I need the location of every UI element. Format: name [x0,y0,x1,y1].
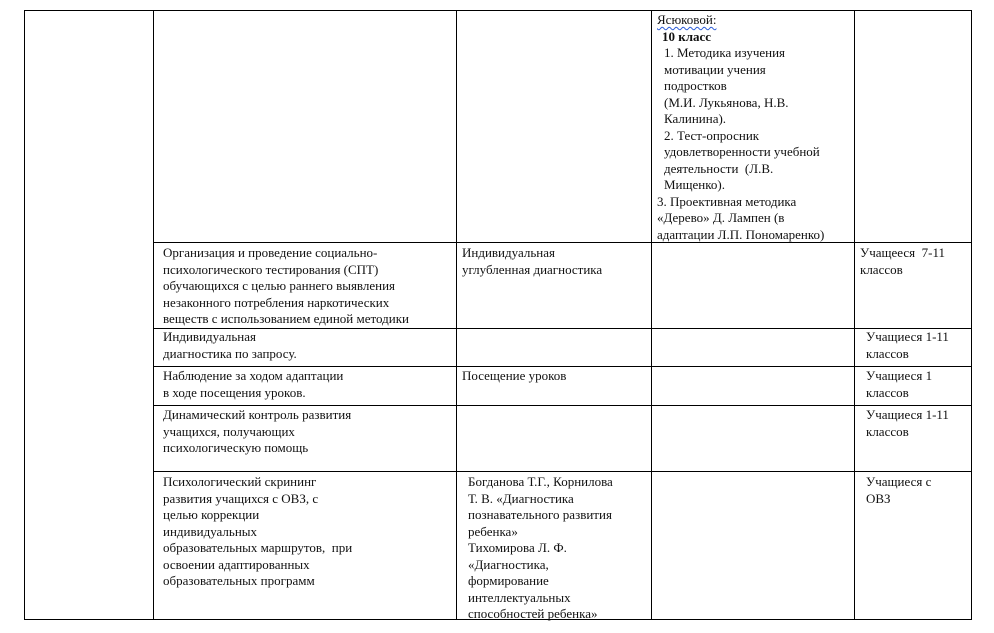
participants-cell [866,407,949,440]
cell-line: Учащиеся 1-11 [866,407,949,422]
participants-cell [866,474,931,507]
cell-line: 2. Тест-опросник [664,127,760,143]
cell-line: Учащиеся 1-11 [866,329,949,344]
cell-line: классов [866,345,909,361]
cell-line: освоении адаптированных [163,556,310,572]
participants-cell [866,368,932,401]
cell-line: 1. Методика изучения [664,45,786,60]
cell-line: классов [860,261,903,277]
cell-line: Посещение уроков [462,368,567,383]
activity-cell [163,368,343,401]
cell-line: Учащееся 7-11 [860,245,945,260]
cell-line: учащихся, получающих [163,423,295,439]
method-cell [462,245,602,278]
cell-line: ОВЗ [866,490,891,506]
activity-cell [163,245,409,328]
cell-line: Мищенко). [664,177,725,192]
cell-line: ребенка» [468,523,518,539]
cell-line: «Диагностика, [468,556,549,572]
cell-line: формирование [468,573,549,588]
cell-line: психологическую помощь [163,440,309,455]
cell-line: подростков [664,78,727,93]
cell-line: Тихомирова Л. Ф. [468,540,567,555]
cell-line: диагностика по запросу. [163,345,297,361]
participants-cell [866,329,949,362]
cell-line: 10 класс [662,28,712,44]
cell-line: Ясюковой: [657,12,717,27]
cell-line: Организация и проведение социально- [163,245,378,260]
cell-line: адаптации Л.П. Пономаренко) [657,226,825,242]
cell-line: 3. Проективная методика [657,193,797,209]
cell-line: способностей ребенка» [468,606,598,621]
activity-cell [163,329,297,362]
cell-line: Динамический контроль развития [163,407,352,422]
activity-cell [163,474,352,590]
cell-line: Индивидуальная [462,245,555,260]
cell-line: развития учащихся с ОВЗ, с [163,490,319,506]
cell-line: познавательного развития [468,507,612,522]
cell-line: Калинина). [664,111,727,126]
cell-line: веществ с использованием единой методики [163,311,409,326]
cell-line: образовательных программ [163,573,315,588]
row-divider [153,242,971,243]
plan-table [24,10,972,620]
cell-line: классов [866,384,909,400]
cell-line: классов [866,423,909,439]
cell-line: удовлетворенности учебной [664,144,820,159]
cell-line: мотивации учения [664,61,766,77]
cell-line: образовательных маршрутов, при [163,540,353,555]
cell-line: Психологический скрининг [163,474,317,489]
cell-line: деятельности (Л.В. [664,160,774,176]
cell-line: обучающихся с целью раннего выявления [163,278,396,293]
tests-cell [657,12,824,243]
cell-line: Т. В. «Диагностика [468,490,574,506]
cell-line: незаконного потребления наркотических [163,294,390,310]
column-divider [854,11,855,619]
column-divider [456,11,457,619]
cell-line: углубленная диагностика [462,261,603,277]
row-divider [153,471,971,472]
cell-line: Богданова Т.Г., Корнилова [468,474,613,489]
method-cell [468,474,613,623]
row-divider [153,405,971,406]
row-divider [153,366,971,367]
cell-line: «Дерево» Д. Лампен (в [657,210,785,225]
cell-line: индивидуальных [163,523,258,539]
cell-line: психологического тестирования (СПТ) [163,261,379,277]
participants-cell [860,245,945,278]
column-divider [153,11,154,619]
cell-line: Учащиеся с [866,474,932,489]
cell-line: целью коррекции [163,507,260,522]
activity-cell [163,407,351,457]
cell-line: (М.И. Лукьянова, Н.В. [664,94,789,110]
cell-line: Индивидуальная [163,329,256,344]
cell-line: в ходе посещения уроков. [163,384,306,400]
method-cell [462,368,566,385]
cell-line: интеллектуальных [468,589,571,605]
cell-line: Наблюдение за ходом адаптации [163,368,344,383]
column-divider [651,11,652,619]
cell-line: Учащиеся 1 [866,368,933,383]
